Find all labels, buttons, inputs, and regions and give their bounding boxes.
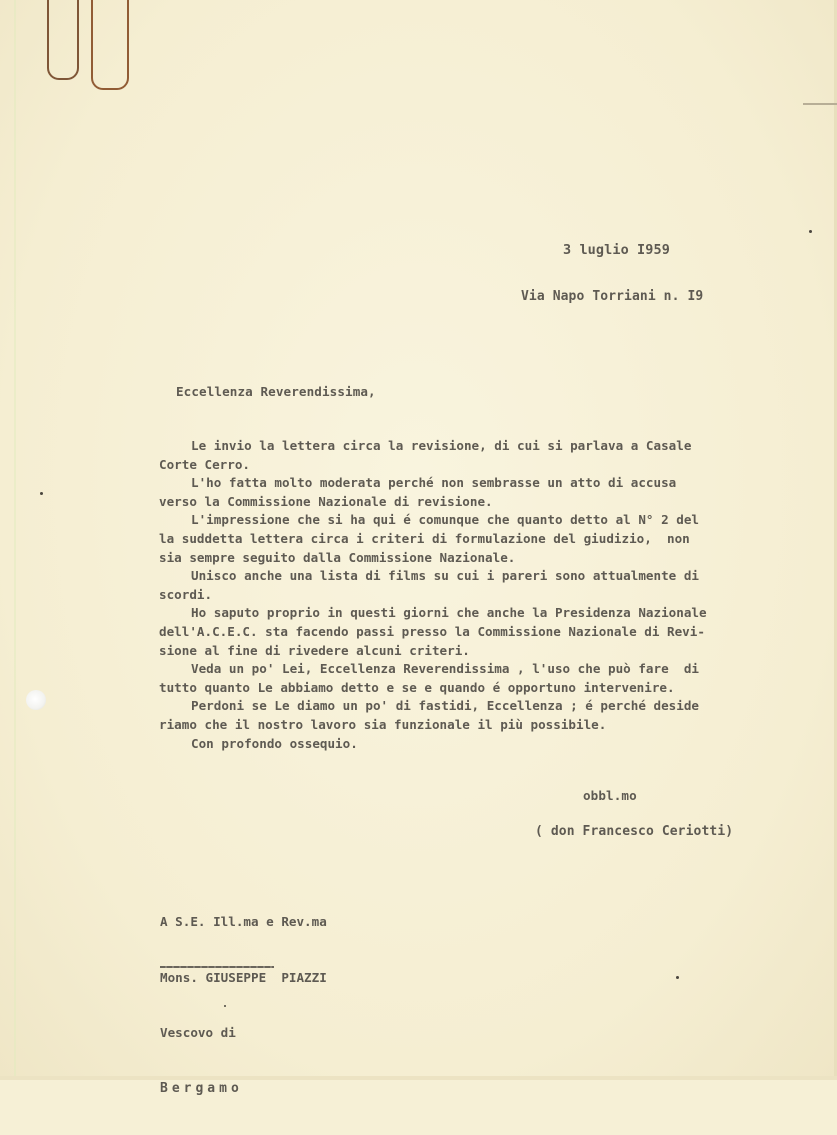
- page-edge-bottom: [0, 1076, 837, 1080]
- typed-rule: [160, 966, 274, 968]
- letter-date: 3 luglio I959: [563, 242, 670, 258]
- body-line: la suddetta lettera circa i criteri di formulazione del giudizio, non: [159, 530, 690, 546]
- recipient-title: A S.E. Ill.ma e Rev.ma: [160, 914, 327, 929]
- punch-hole: [26, 690, 46, 710]
- margin-mark: [803, 103, 837, 105]
- body-line: L'ho fatta molto moderata perché non sembrasse un atto di accusa: [191, 475, 677, 491]
- body-line: Le invio la lettera circa la revisione, di cui si parlava a Casale: [191, 438, 692, 453]
- letter-body: [159, 437, 707, 753]
- body-line: tutto quanto Le abbiamo detto e se e quando é opportuno intervenire.: [159, 679, 675, 695]
- body-line: Corte Cerro.: [159, 456, 250, 472]
- body-line: scordi.: [159, 586, 213, 602]
- body-line: Perdoni se Le diamo un po' di fastidi, Eccellenza ; é perché deside: [191, 698, 699, 714]
- body-line: Unisco anche una lista di films su cui i pareri sono attualmente di: [191, 568, 699, 584]
- ink-speck: [40, 492, 43, 495]
- recipient-city: Bergamo: [160, 1080, 243, 1096]
- body-line: dell'A.C.E.C. sta facendo passi presso la Commissione Nazionale di Revi-: [159, 623, 705, 639]
- body-line: sia sempre seguito dalla Commissione Nazionale.: [159, 549, 516, 565]
- recipient-block: [160, 876, 327, 1135]
- sender-address: Via Napo Torriani n. I9: [521, 289, 704, 304]
- body-line: Ho saputo proprio in questi giorni che anche la Presidenza Nazionale: [191, 605, 707, 621]
- body-line: Veda un po' Lei, Eccellenza Reverendissima , l'uso che può fare di: [191, 661, 699, 677]
- signature: ( don Francesco Ceriotti): [535, 824, 734, 839]
- recipient-name: Mons. GIUSEPPE PIAZZI: [160, 969, 327, 985]
- paper-clip-mark-left: [47, 0, 79, 80]
- body-line: L'impressione che si ha qui é comunque che quanto detto al N° 2 del: [191, 512, 699, 528]
- ink-speck: [676, 976, 679, 979]
- salutation: Eccellenza Reverendissima,: [176, 384, 376, 399]
- closing: obbl.mo: [583, 788, 637, 803]
- page-crease: [14, 0, 16, 1080]
- paper-clip-mark-right: [91, 0, 129, 90]
- recipient-role: Vescovo di: [160, 1025, 236, 1040]
- body-line: verso la Commissione Nazionale di revisione.: [159, 493, 493, 509]
- ink-speck: [809, 230, 812, 233]
- body-line: sione al fine di rivedere alcuni criteri.: [159, 642, 470, 658]
- body-line: Con profondo ossequio.: [191, 735, 358, 751]
- body-line: riamo che il nostro lavoro sia funzionale il più possibile.: [159, 716, 607, 732]
